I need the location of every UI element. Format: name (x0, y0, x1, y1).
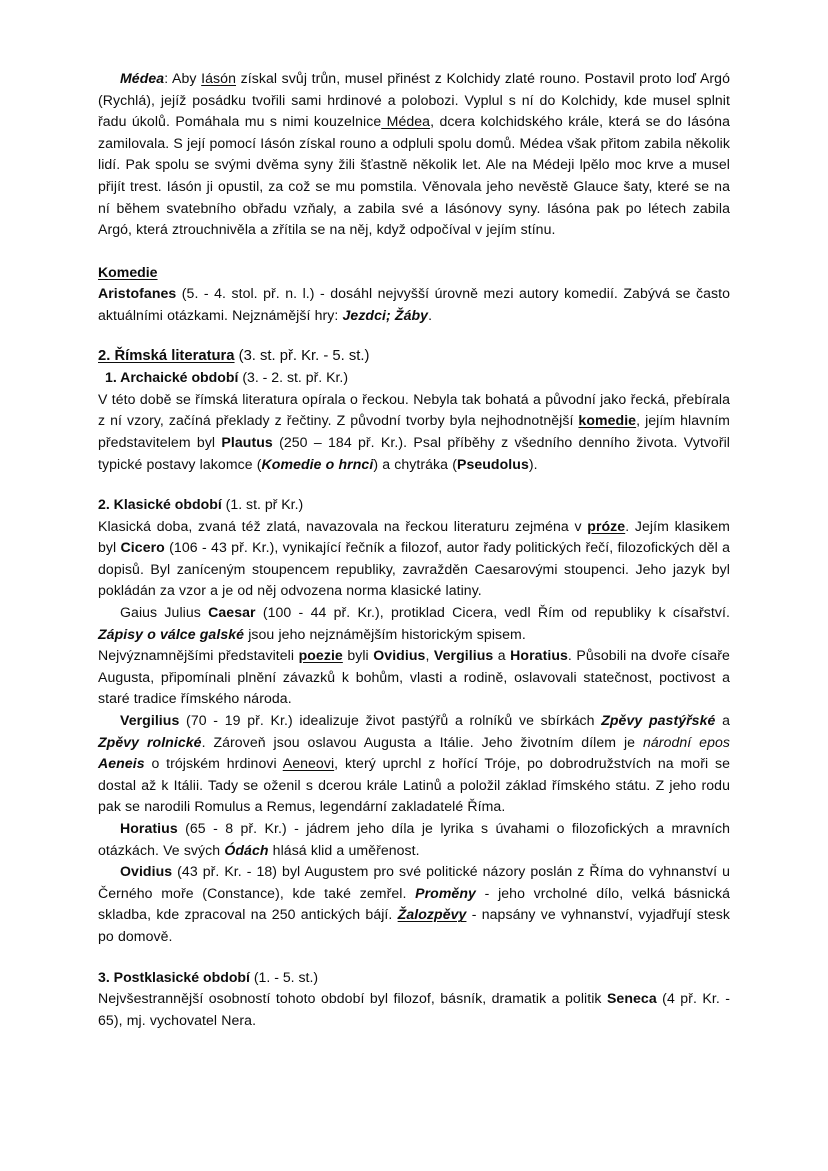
work-zalozpevy: Žalozpěvy (397, 906, 467, 923)
spacer (98, 475, 730, 494)
subsection-title: 3. Postklasické období (98, 968, 250, 985)
paragraph-ovidius (98, 861, 730, 947)
ovidius-text-2: - jeho vrcholné dílo, velká básnická skladba, kde zpracoval na 250 antických bájí. (98, 884, 730, 923)
document-body (98, 68, 730, 1031)
paragraph-archaicke-obdobi (98, 389, 730, 475)
paragraph-medea-text: : Aby Iásón získal svůj trůn, musel přinést z Kolchidy zlaté rouno. Postavil proto loď Argó (Rychlá), jejíž posádku tvořili sami hrdinové a polobozi. Vyplul s ní do Kolchidy, kde musel splnit řadu úkolů. Pomáhala mu s nimi kouzelnice Médea, dcera kolchidského krále, která se do Iásóna zamilovala. S její pomocí Iásón získal rouno a odpluli spolu domů. Médea však přitom zabila několik lidí. Pak spolu se svými dvěma syny žili šťastně několik let. Ale na Médeji lpělo moc krve a musel přijít trest. Iásón ji opustil, za což se mu pomstila. Věnovala jeho nevěstě Glauce šaty, které se na ní během svatebního obřadu vzňaly, a zabila své a Iásónovy syny. Iásóna pak po létech zabila Argó, která ztrouchnivěla a zřítila se na něj, když odpočíval v jejím stínu. (98, 70, 730, 238)
author-ovidius: Ovidius (120, 863, 173, 880)
poezie-text-1: Nejvýznamnějšími představiteli (98, 647, 299, 664)
klasicke-text-2: . Jejím klasikem byl (98, 517, 730, 556)
paragraph-postklasicke-obdobi (98, 988, 730, 1031)
vergilius-text-2: a (715, 712, 730, 729)
underlined-name-aeneovi: Aeneovi (282, 755, 335, 772)
vergilius-text-1: (70 - 19 př. Kr.) idealizuje život pastýřů a rolníků ve sbírkách (179, 712, 602, 729)
author-horatius: Horatius (120, 820, 178, 836)
subsection-dates: (1. - 5. st.) (249, 968, 319, 985)
heading-komedie (98, 262, 730, 284)
paragraph-caesar (98, 602, 730, 645)
vergilius-text-5: , který uprchl z hořící Tróje, po dobrodružstvích na moři se dostal až k Itálii. Tady se oženil s dcerou krále Latinů a položil základ římského státu. Z jeho rodu pak se narodili Romulus a Remus, legendární zakladatelé Říma. (98, 755, 730, 815)
poezie-text-5: . Působili na dvoře císaře Augusta, připomínali plnění závazků k bohům, vlasti a rodině, oslavovali statečnost, poctivost a staré tradice římského národa. (98, 647, 730, 707)
archaicke-text-2: , jejím hlavním představitelem byl (98, 412, 730, 450)
subsection-title: 2. Klasické období (98, 496, 222, 513)
horatius-text-1: (65 - 8 př. Kr.) - jádrem jeho díla je lyrika s úvahami o filozofických a mravních otázkách. Ve svých (98, 820, 730, 858)
underlined-term-iason: Iásón (201, 70, 236, 86)
klasicke-text-3: (106 - 43 př. Kr.), vynikající řečník a filozof, autor řady politických řečí, filozofických děl a dopisů. Byl zaníceným stoupencem republiky, zavražděn Caesarovými stoupenci. Jeho jazyk byl pokládán za vzor a je od něj odvozena norma klasické latiny. (98, 539, 731, 599)
paragraph-poezie (98, 645, 730, 710)
spacer (98, 948, 730, 967)
paragraph-klasicke-obdobi (98, 516, 730, 602)
poezie-text-3: , (425, 647, 434, 664)
author-ovidius: Ovidius (373, 647, 426, 664)
work-pseudolus: Pseudolus (456, 455, 529, 472)
aristofanes-dates-value: (5. - 4. stol. př. n. l.) (181, 285, 315, 302)
postklasicke-text-1: Nejvšestrannější osobností tohoto období byl filozof, básník, dramatik a politik (98, 990, 607, 1007)
paragraph-aristofanes (98, 283, 730, 326)
subsection-heading-klasicke-obdobi (98, 494, 730, 516)
caesar-text-1: Gaius Julius (120, 604, 209, 621)
klasicke-text-1: Klasická doba, zvaná též zlatá, navazovala na řeckou literaturu zejména v (98, 517, 588, 534)
author-plautus: Plautus (221, 433, 273, 450)
caesar-text-2: (100 - 44 př. Kr.), protiklad Cicera, vedl Řím od republiky k císařství. (255, 604, 730, 621)
section-heading-rimska-literatura (98, 346, 730, 368)
paragraph-horatius (98, 818, 730, 861)
section-title: 2. Římská literatura (98, 347, 235, 364)
work-komedie-o-hrnci: Komedie o hrnci (261, 455, 374, 472)
caesar-text-3: jsou jeho nejznámějším historickým spisem. (244, 625, 526, 642)
archaicke-text-4: ) a chytráka ( (373, 455, 457, 472)
underlined-term-medea: Médea (381, 113, 431, 130)
work-zpevy-pastyrske: Zpěvy pastýřské (601, 712, 716, 729)
subsection-title: 1. Archaické období (105, 369, 239, 386)
work-promeny: Proměny (415, 884, 476, 901)
subsection-dates: (1. st. př Kr.) (221, 496, 304, 513)
work-aeneis: Aeneis (98, 755, 145, 772)
section-dates: (3. st. př. Kr. - 5. st.) (234, 347, 370, 364)
author-caesar: Caesar (208, 604, 256, 621)
ovidius-text-3: - napsány ve vyhnanství, vyjadřují stesk po domově. (98, 906, 730, 944)
ovidius-text-1: (43 př. Kr. - 18) byl Augustem pro své politické názory poslán z Říma do vyhnanství u Černého moře (Constance), kde také zemřel. (98, 863, 730, 901)
subsection-heading-archaicke-obdobi (98, 367, 730, 389)
postklasicke-text-2: (4 př. Kr. - 65), mj. vychovatel Nera. (98, 990, 730, 1028)
heading-komedie-label: Komedie (98, 263, 158, 280)
term-proze: próze (587, 517, 626, 534)
spacer (98, 327, 730, 346)
archaicke-text-3: (250 – 184 př. Kr.). Psal příběhy z všedního denního života. Vytvořil typické postavy lakomce ( (98, 433, 730, 472)
horatius-text-2: hlásá klid a uměřenost. (268, 841, 420, 858)
term-medea-lead: Médea (120, 70, 165, 86)
poezie-text-4: a (493, 647, 511, 664)
work-zpevy-rolnicke: Zpěvy rolnické (98, 733, 202, 750)
subsection-dates: (3. - 2. st. př. Kr.) (238, 369, 349, 386)
vergilius-text-3: . Zároveň jsou oslavou Augusta a Itálie. Jeho životním dílem je (201, 733, 643, 750)
works-aristofanes: Jezdci; Žáby (342, 306, 429, 323)
subsection-heading-postklasicke-obdobi (98, 967, 730, 989)
paragraph-medea (98, 68, 730, 241)
author-cicero: Cicero (120, 539, 165, 556)
work-odach: Ódách (224, 841, 269, 858)
archaicke-text-5: ). (528, 455, 538, 472)
author-aristofanes: Aristofanes (98, 285, 177, 302)
author-vergilius: Vergilius (120, 712, 180, 729)
poezie-text-2: byli (342, 647, 374, 664)
author-horatius: Horatius (510, 647, 568, 664)
term-poezie: poezie (298, 647, 343, 664)
paragraph-vergilius (98, 710, 730, 818)
term-komedie: komedie (578, 412, 637, 429)
spacer (98, 241, 730, 262)
vergilius-text-4: o trójském hrdinovi (144, 755, 283, 772)
archaicke-text-1: V této době se římská literatura opírala o řeckou. Nebyla tak bohatá a původní jako řecká, přebírala z ní vzory, začíná překlady z řečtiny. Z původní tvorby byla nejhodnotnější (98, 390, 730, 429)
work-zapisy-o-valce-galske: Zápisy o válce galské (98, 625, 245, 642)
aristofanes-tail: . (428, 306, 433, 323)
aristofanes-text: - dosáhl nejvyšší úrovně mezi autory komedií. Zabývá se často aktuálními otázkami. Nejznámější hry: (98, 285, 730, 323)
phrase-narodni-epos: národní epos (642, 733, 731, 750)
author-seneca: Seneca (606, 990, 657, 1007)
author-vergilius: Vergilius (433, 647, 494, 664)
